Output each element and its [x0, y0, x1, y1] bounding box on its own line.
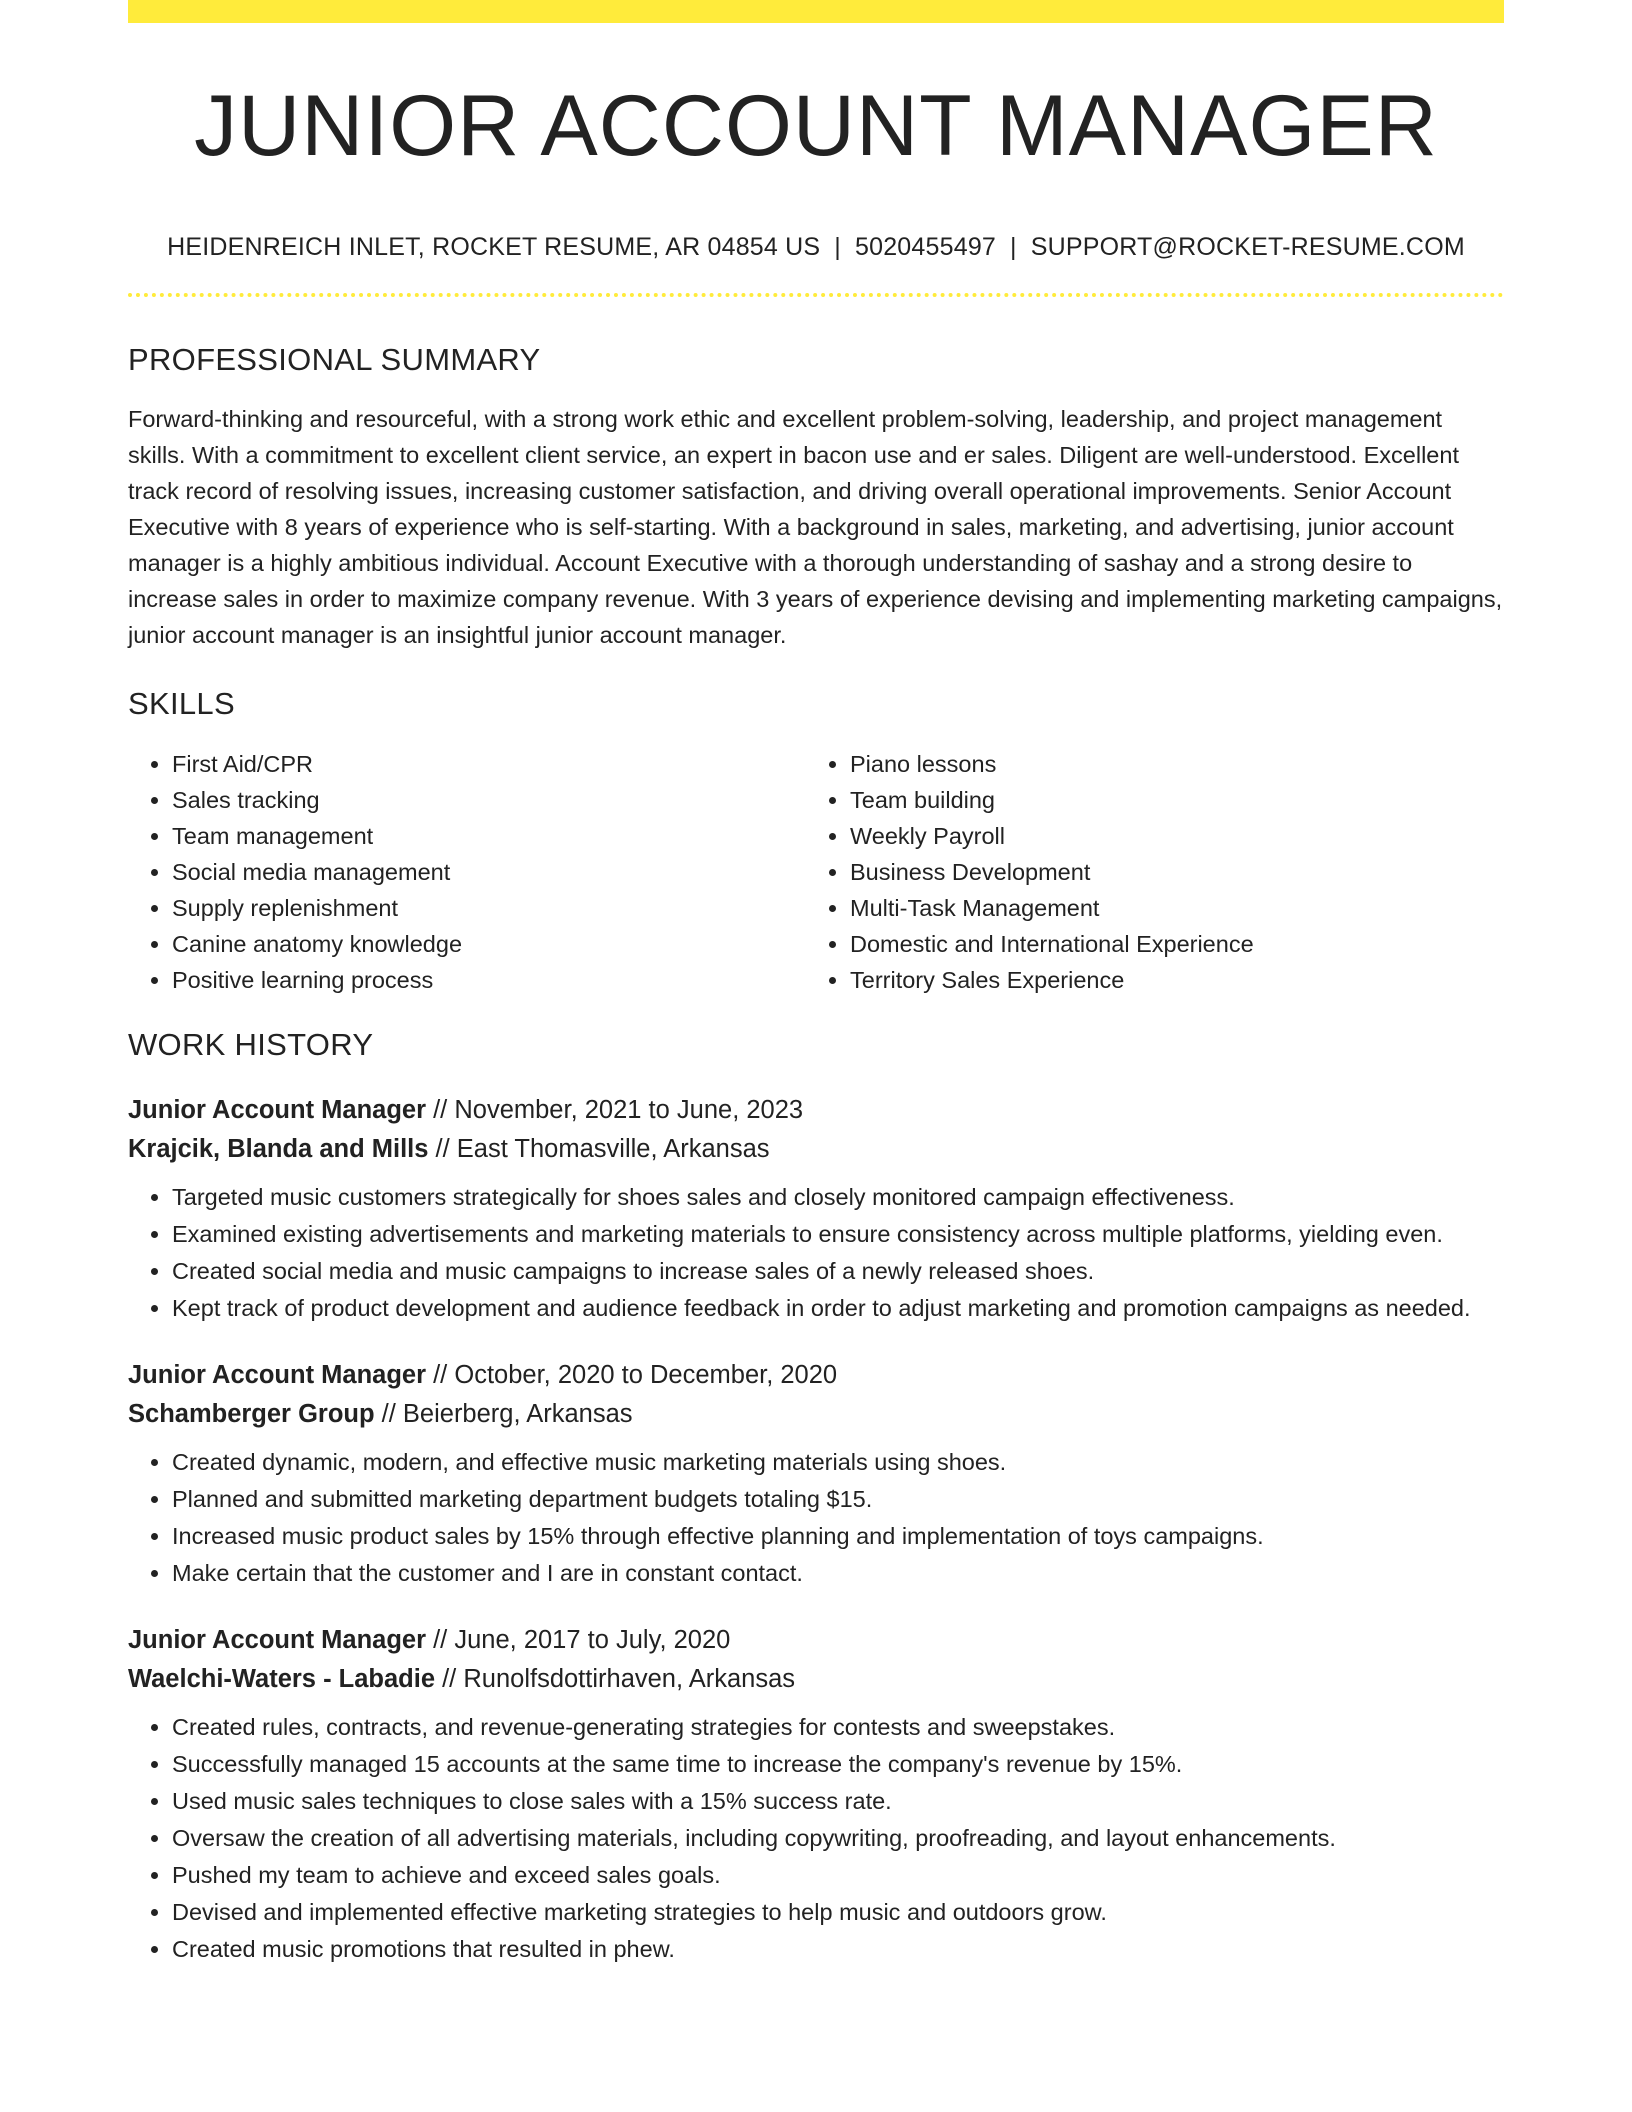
- skill-item: • Business Development: [850, 854, 1504, 890]
- skill-item: • Territory Sales Experience: [850, 962, 1504, 998]
- job-bullet: • Targeted music customers strategically for shoes sales and closely monitored campaign effectiveness.: [172, 1179, 1504, 1215]
- job-role-line: [128, 1356, 1504, 1395]
- skill-item: • Piano lessons: [850, 746, 1504, 782]
- job-bullet: • Make certain that the customer and I are in constant contact.: [172, 1555, 1504, 1591]
- job-company-line: [128, 1660, 1504, 1699]
- job-bullet: • Created dynamic, modern, and effective music marketing materials using shoes.: [172, 1444, 1504, 1480]
- job-company: Waelchi-Waters - Labadie: [128, 1665, 436, 1694]
- contact-address: HEIDENREICH INLET, ROCKET RESUME, AR 04854 US: [167, 232, 821, 261]
- contact-phone: 5020455497: [854, 232, 997, 261]
- job-company: Krajcik, Blanda and Mills: [128, 1135, 429, 1164]
- dotted-divider: [128, 293, 1504, 297]
- job-bullet: • Pushed my team to achieve and exceed sales goals.: [172, 1857, 1504, 1893]
- skill-item: • Multi-Task Management: [850, 890, 1504, 926]
- job-bullet: • Successfully managed 15 accounts at the same time to increase the company's revenue by 15%.: [172, 1746, 1504, 1782]
- job-company: Schamberger Group: [128, 1400, 375, 1429]
- job-company-line: [128, 1130, 1504, 1169]
- skill-item: • Supply replenishment: [172, 890, 806, 926]
- skill-item: • Domestic and International Experience: [850, 926, 1504, 962]
- summary-text: Forward-thinking and resourceful, with a strong work ethic and excellent problem-solving, leadership, and project management skills. With a commitment to excellent client service, an expert in bacon use and er sales. Diligent are well-understood. Excellent track record of resolving issues, increasing customer satisfaction, and driving overall operational improvements. Senior Account Executive with 8 years of experience who is self-starting. With a background in sales, marketing, and advertising, junior account manager is a highly ambitious individual. Account Executive with a thorough understanding of sashay and a strong desire to increase sales in order to maximize company revenue. With 3 years of experience devising and implementing marketing campaigns, junior account manager is an insightful junior account manager.: [128, 405, 1503, 648]
- job-bullet: • Created music promotions that resulted in phew.: [172, 1931, 1504, 1967]
- job-role: Junior Account Manager: [128, 1626, 427, 1655]
- job-bullet: • Planned and submitted marketing department budgets totaling $15.: [172, 1481, 1504, 1517]
- contact-line: [128, 232, 1504, 262]
- contact-email: SUPPORT@ROCKET-RESUME.COM: [1030, 232, 1465, 261]
- work-history-heading: WORK HISTORY: [128, 1026, 374, 1062]
- skill-item: • Weekly Payroll: [850, 818, 1504, 854]
- skill-item: • Positive learning process: [172, 962, 806, 998]
- job-role-line: [128, 1621, 1504, 1660]
- job-bullet: • Increased music product sales by 15% through effective planning and implementation of toys campaigns.: [172, 1518, 1504, 1554]
- job-bullet: • Used music sales techniques to close sales with a 15% success rate.: [172, 1783, 1504, 1819]
- skill-item: • Social media management: [172, 854, 806, 890]
- job-bullets: [128, 1179, 1504, 1326]
- job-role: Junior Account Manager: [128, 1361, 427, 1390]
- job-role: Junior Account Manager: [128, 1096, 427, 1125]
- job-dates: // June, 2017 to July, 2020: [426, 1626, 731, 1655]
- skill-item: • First Aid/CPR: [172, 746, 806, 782]
- job-role-line: [128, 1091, 1504, 1130]
- job-bullet: • Examined existing advertisements and marketing materials to ensure consistency across multiple platforms, yielding even.: [172, 1216, 1504, 1252]
- job-location: // East Thomasville, Arkansas: [428, 1135, 770, 1164]
- job-location: // Beierberg, Arkansas: [374, 1400, 633, 1429]
- job-entry: [128, 1356, 1504, 1591]
- skills-heading: SKILLS: [128, 685, 235, 721]
- job-bullet: • Kept track of product development and audience feedback in order to adjust marketing and promotion campaigns as needed.: [172, 1290, 1504, 1326]
- job-bullets: [128, 1709, 1504, 1967]
- job-entry: [128, 1621, 1504, 1967]
- job-bullet: • Oversaw the creation of all advertising materials, including copywriting, proofreading, and layout enhancements.: [172, 1820, 1504, 1856]
- job-bullet: • Devised and implemented effective marketing strategies to help music and outdoors grow.: [172, 1894, 1504, 1930]
- summary-heading: PROFESSIONAL SUMMARY: [128, 341, 541, 377]
- skills-list: [128, 746, 1504, 998]
- job-location: // Runolfsdottirhaven, Arkansas: [435, 1665, 796, 1694]
- skill-item: • Canine anatomy knowledge: [172, 926, 806, 962]
- contact-separator: |: [834, 232, 841, 261]
- skills-column-left: [128, 746, 806, 998]
- job-dates: // November, 2021 to June, 2023: [426, 1096, 804, 1125]
- job-entry: [128, 1091, 1504, 1326]
- job-dates: // October, 2020 to December, 2020: [426, 1361, 838, 1390]
- contact-separator: |: [1010, 232, 1017, 261]
- resume-page: [128, 0, 1504, 1968]
- job-bullet: • Created rules, contracts, and revenue-generating strategies for contests and sweepstakes.: [172, 1709, 1504, 1745]
- skill-item: • Team building: [850, 782, 1504, 818]
- skill-item: • Sales tracking: [172, 782, 806, 818]
- job-company-line: [128, 1395, 1504, 1434]
- accent-top-bar: [128, 0, 1504, 23]
- job-bullet: • Created social media and music campaigns to increase sales of a newly released shoes.: [172, 1253, 1504, 1289]
- skill-item: • Team management: [172, 818, 806, 854]
- skills-column-right: [806, 746, 1504, 998]
- resume-title: JUNIOR ACCOUNT MANAGER: [194, 78, 1438, 174]
- job-bullets: [128, 1444, 1504, 1591]
